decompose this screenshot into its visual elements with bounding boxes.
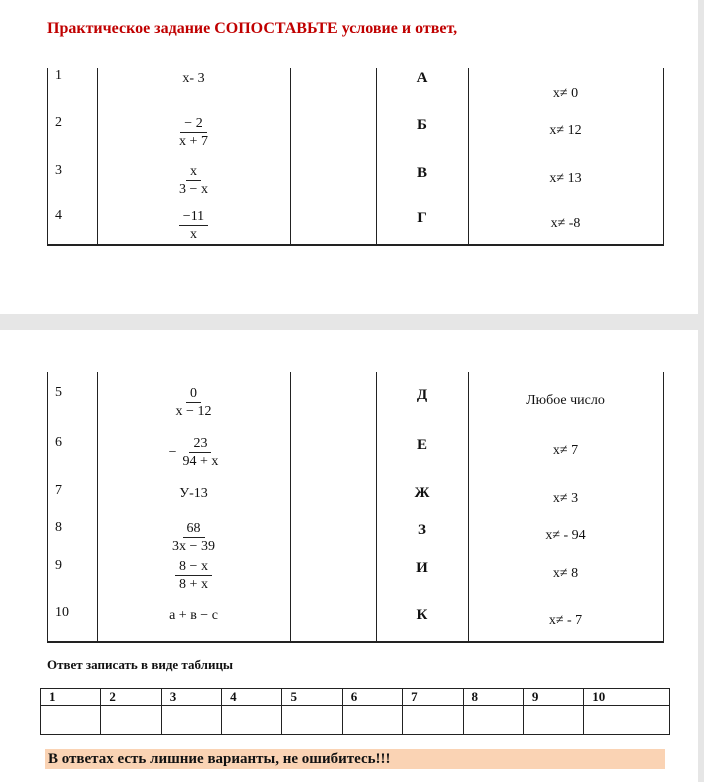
row-number: 5 xyxy=(55,385,62,400)
answer-header: 4 xyxy=(222,689,282,706)
option-letter: А xyxy=(416,70,428,86)
expression: x- 3 xyxy=(182,71,205,86)
answer-cell[interactable] xyxy=(523,706,583,735)
answer-header: 1 xyxy=(41,689,101,706)
column-divider xyxy=(290,68,291,244)
numerator: − 2 xyxy=(180,115,206,133)
denominator: 3 − x xyxy=(179,182,208,197)
row-number: 1 xyxy=(55,68,62,83)
row-number: 6 xyxy=(55,435,62,450)
fraction xyxy=(176,385,212,420)
answer-cell[interactable] xyxy=(463,706,523,735)
column-divider xyxy=(663,68,664,244)
column-divider xyxy=(47,372,48,641)
column-divider xyxy=(290,372,291,641)
numerator: 8 − x xyxy=(175,558,212,576)
expression xyxy=(97,520,290,555)
row-number: 10 xyxy=(55,605,69,620)
expression xyxy=(97,385,290,420)
expression: a + в − c xyxy=(169,608,218,623)
answer-header: 3 xyxy=(161,689,221,706)
row-number: 7 xyxy=(55,483,62,498)
column-divider xyxy=(376,372,377,641)
numerator: 68 xyxy=(183,520,205,538)
column-divider xyxy=(47,68,48,244)
option-letter: И xyxy=(416,560,428,576)
row-number: 3 xyxy=(55,163,62,178)
option-answer: x≠ -8 xyxy=(550,216,581,231)
answer-cell[interactable] xyxy=(222,706,282,735)
answer-header: 8 xyxy=(463,689,523,706)
expression xyxy=(97,558,290,593)
minus-sign: − xyxy=(168,444,177,460)
answer-table xyxy=(40,688,670,735)
answer-header: 7 xyxy=(403,689,463,706)
option-letter: З xyxy=(418,522,426,538)
numerator: x xyxy=(186,163,201,181)
denominator: x + 7 xyxy=(179,134,208,149)
option-answer: Любое число xyxy=(526,393,605,408)
matching-table-2 xyxy=(47,372,664,643)
warning-banner: В ответах есть лишние варианты, не ошибитесь!!! xyxy=(45,749,665,769)
answer-header: 2 xyxy=(101,689,161,706)
option-letter: Ж xyxy=(414,485,430,501)
denominator: 3x − 39 xyxy=(172,539,215,554)
answer-cell[interactable] xyxy=(282,706,342,735)
row-number: 8 xyxy=(55,520,62,535)
option-answer: x≠ 3 xyxy=(552,491,579,506)
answer-instruction: Ответ записать в виде таблицы xyxy=(47,657,234,672)
numerator: −11 xyxy=(179,208,208,226)
option-letter: Г xyxy=(417,210,427,226)
expression xyxy=(97,208,290,243)
answer-header: 10 xyxy=(584,689,670,706)
answer-header: 9 xyxy=(523,689,583,706)
task-title: Практическое задание СОПОСТАВЬТЕ условие и ответ, xyxy=(47,20,458,37)
fraction xyxy=(179,163,208,198)
answer-cell[interactable] xyxy=(161,706,221,735)
option-answer: x≠ - 94 xyxy=(545,528,586,543)
option-answer: x≠ 8 xyxy=(552,566,579,581)
row-number: 4 xyxy=(55,208,62,223)
expression: У-13 xyxy=(179,486,208,501)
denominator: x − 12 xyxy=(175,404,212,419)
option-answer: x≠ 0 xyxy=(552,86,579,101)
expression xyxy=(97,435,290,470)
answer-cell[interactable] xyxy=(584,706,670,735)
answer-header: 6 xyxy=(342,689,402,706)
matching-table-1 xyxy=(47,68,664,246)
option-answer: x≠ 12 xyxy=(549,123,582,138)
answer-cell[interactable] xyxy=(342,706,402,735)
option-answer: x≠ 7 xyxy=(552,443,579,458)
answer-cell[interactable] xyxy=(403,706,463,735)
numerator: 0 xyxy=(186,385,201,403)
answer-cell[interactable] xyxy=(41,706,101,735)
column-divider xyxy=(663,372,664,641)
numerator: 23 xyxy=(189,435,211,453)
fraction xyxy=(172,520,215,555)
denominator: 94 + x xyxy=(182,454,219,469)
expression xyxy=(97,115,290,150)
option-letter: Е xyxy=(416,437,427,453)
option-letter: К xyxy=(416,607,428,623)
denominator: 8 + x xyxy=(179,577,208,592)
answer-header: 5 xyxy=(282,689,342,706)
option-letter: Б xyxy=(417,117,427,133)
denominator: x xyxy=(189,227,197,242)
fraction xyxy=(175,558,212,593)
option-letter: В xyxy=(416,165,427,181)
fraction xyxy=(179,208,208,243)
option-answer: x≠ - 7 xyxy=(548,613,583,628)
row-number: 9 xyxy=(55,558,62,573)
fraction xyxy=(183,435,219,470)
expression xyxy=(97,163,290,198)
option-answer: x≠ 13 xyxy=(549,171,582,186)
answer-cell[interactable] xyxy=(101,706,161,735)
fraction xyxy=(179,115,208,150)
option-letter: Д xyxy=(416,387,428,403)
row-number: 2 xyxy=(55,115,62,130)
